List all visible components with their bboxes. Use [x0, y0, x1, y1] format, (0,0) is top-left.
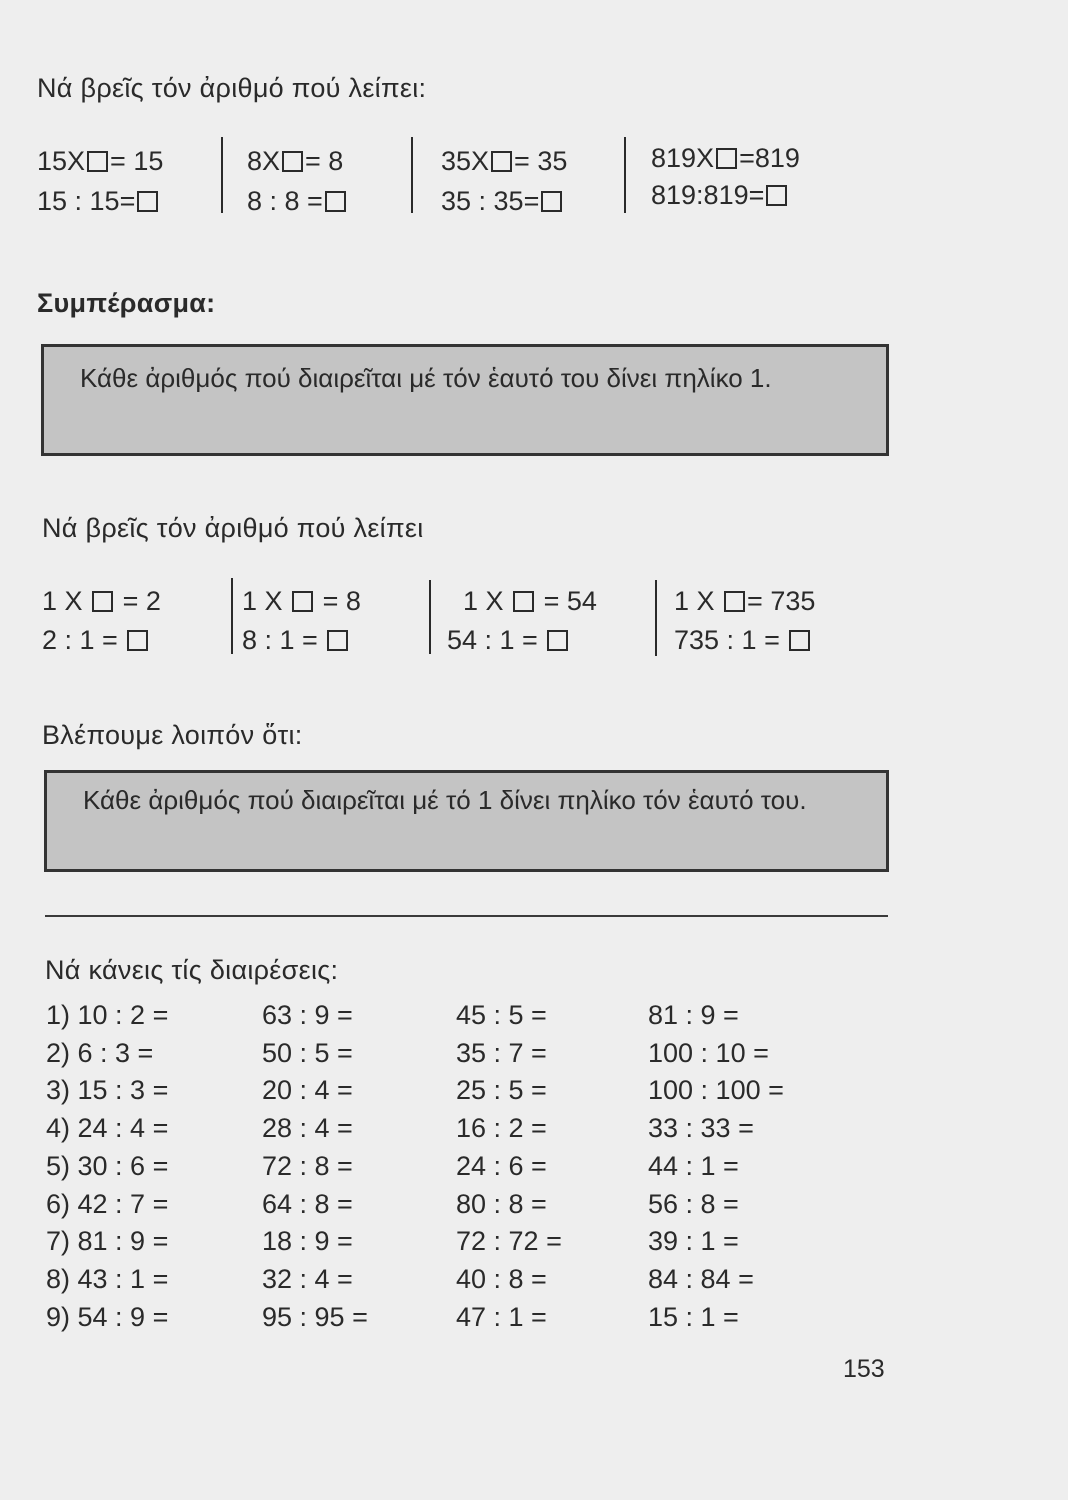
s1-g2-top-right: = 8	[305, 146, 344, 176]
s1-g2-bottom	[247, 186, 348, 217]
answer-box[interactable]	[137, 191, 158, 212]
conclusion-text-1: Κάθε ἀριθμός πού διαιρεῖται μέ τόν ἑαυτό του δίνει πηλίκο 1.	[80, 363, 772, 393]
s2-g3-top-left: 1 X	[463, 586, 504, 616]
answer-box[interactable]	[716, 148, 737, 169]
answer-box[interactable]	[513, 591, 534, 612]
division-problem: 47 : 1 =	[456, 1301, 547, 1332]
page-number: 153	[843, 1355, 885, 1383]
s2-g2-top-right: = 8	[322, 586, 361, 616]
s1-g3-bottom	[441, 186, 564, 217]
s2-g2-bottom-left: 8 : 1 =	[242, 625, 318, 655]
division-problem: 80 : 8 =	[456, 1188, 547, 1219]
s1-g2-top-left: 8X	[247, 146, 281, 176]
section1-title: Νά βρεῖς τόν ἀριθμό πού λείπει:	[37, 73, 427, 103]
answer-box[interactable]	[491, 151, 512, 172]
s2-g4-top	[674, 586, 815, 617]
division-problem: 16 : 2 =	[456, 1113, 547, 1144]
answer-box[interactable]	[292, 591, 313, 612]
division-problem: 32 : 4 =	[262, 1263, 353, 1294]
conclusion-box-2	[44, 770, 889, 872]
division-problem: 39 : 1 =	[648, 1226, 739, 1257]
division-problem: 44 : 1 =	[648, 1150, 739, 1181]
division-problem: 100 : 10 =	[648, 1037, 769, 1068]
s2-g4-top-right: = 735	[747, 586, 816, 616]
answer-box[interactable]	[325, 191, 346, 212]
answer-box[interactable]	[724, 591, 745, 612]
division-problem: 25 : 5 =	[456, 1075, 547, 1106]
divider	[411, 137, 413, 213]
answer-box[interactable]	[127, 630, 148, 651]
answer-box[interactable]	[327, 630, 348, 651]
s2-g1-bottom-left: 2 : 1 =	[42, 625, 118, 655]
divider	[221, 137, 223, 213]
division-problem: 56 : 8 =	[648, 1188, 739, 1219]
s1-g3-top-right: = 35	[514, 146, 568, 176]
division-problem: 7) 81 : 9 =	[46, 1226, 169, 1257]
s1-g1-top-left: 15X	[37, 146, 86, 176]
division-problem: 6) 42 : 7 =	[46, 1188, 169, 1219]
s2-g3-bottom	[447, 625, 570, 656]
s2-g2-top-left: 1 X	[242, 586, 283, 616]
divider	[655, 580, 657, 656]
division-problem: 8) 43 : 1 =	[46, 1263, 169, 1294]
conclusion-label: Συμπέρασμα:	[37, 288, 216, 318]
answer-box[interactable]	[92, 591, 113, 612]
division-problem: 63 : 9 =	[262, 1000, 353, 1030]
s1-g4-bottom	[651, 180, 789, 211]
s2-g3-bottom-left: 54 : 1 =	[447, 625, 538, 655]
division-problem: 24 : 6 =	[456, 1150, 547, 1181]
conclusion-box-1	[41, 344, 889, 456]
division-problem: 20 : 4 =	[262, 1075, 353, 1106]
division-problem: 95 : 95 =	[262, 1301, 368, 1332]
s2-g3-top-right: = 54	[543, 586, 597, 616]
division-problem: 33 : 33 =	[648, 1113, 754, 1144]
division-problem: 5) 30 : 6 =	[46, 1150, 169, 1181]
s1-g1-bottom	[37, 186, 160, 217]
s2-g4-bottom	[674, 625, 812, 656]
division-problem: 18 : 9 =	[262, 1226, 353, 1257]
divider	[624, 137, 626, 213]
s2-g1-top-left: 1 X	[42, 586, 83, 616]
section2-title: Νά βρεῖς τόν ἀριθμό πού λείπει	[42, 513, 424, 543]
s1-g2-bottom-left: 8 : 8 =	[247, 186, 323, 216]
division-problem: 3) 15 : 3 =	[46, 1075, 169, 1106]
answer-box[interactable]	[87, 151, 108, 172]
division-problem: 1) 10 : 2 =	[46, 1000, 169, 1030]
s2-g2-bottom	[242, 625, 350, 656]
answer-box[interactable]	[789, 630, 810, 651]
division-problem: 64 : 8 =	[262, 1188, 353, 1219]
division-problem: 81 : 9 =	[648, 1000, 739, 1030]
s2-g4-top-left: 1 X	[674, 586, 715, 616]
division-problem: 2) 6 : 3 =	[46, 1037, 154, 1068]
s1-g1-top	[37, 146, 163, 177]
division-problem: 15 : 1 =	[648, 1301, 739, 1332]
division-problem: 72 : 72 =	[456, 1226, 562, 1257]
division-problem: 72 : 8 =	[262, 1150, 353, 1181]
s2-g4-bottom-left: 735 : 1 =	[674, 625, 780, 655]
answer-box[interactable]	[766, 185, 787, 206]
division-problem: 40 : 8 =	[456, 1263, 547, 1294]
section3-title: Νά κάνεις τίς διαιρέσεις:	[45, 955, 339, 985]
s2-g1-top	[42, 586, 161, 617]
s2-g2-top	[242, 586, 361, 617]
conclusion-text-2: Κάθε ἀριθμός πού διαιρεῖται μέ τό 1 δίνει πηλίκο τόν ἑαυτό του.	[83, 785, 807, 815]
s1-g1-top-right: = 15	[110, 146, 164, 176]
divider	[429, 580, 431, 654]
s1-g2-top	[247, 146, 343, 177]
s1-g4-top	[651, 143, 800, 174]
division-problem: 35 : 7 =	[456, 1037, 547, 1068]
s1-g1-bottom-left: 15 : 15=	[37, 186, 136, 216]
s2-g3-top	[463, 586, 597, 617]
see-label: Βλέπουμε λοιπόν ὅτι:	[42, 720, 303, 750]
s2-g1-top-right: = 2	[122, 586, 161, 616]
division-problem: 50 : 5 =	[262, 1037, 353, 1068]
s1-g3-top-left: 35X	[441, 146, 490, 176]
s1-g4-top-left: 819X	[651, 143, 715, 173]
answer-box[interactable]	[547, 630, 568, 651]
s1-g3-bottom-left: 35 : 35=	[441, 186, 540, 216]
division-problem: 84 : 84 =	[648, 1263, 754, 1294]
division-problem: 100 : 100 =	[648, 1075, 784, 1106]
s1-g4-top-right: =819	[739, 143, 800, 173]
division-problem: 28 : 4 =	[262, 1113, 353, 1144]
answer-box[interactable]	[282, 151, 303, 172]
s2-g1-bottom	[42, 625, 150, 656]
s1-g3-top	[441, 146, 567, 177]
division-problem: 45 : 5 =	[456, 1000, 547, 1030]
section-divider	[45, 915, 888, 917]
division-problem: 9) 54 : 9 =	[46, 1301, 169, 1332]
divider	[231, 578, 233, 654]
s1-g4-bottom-left: 819:819=	[651, 180, 765, 210]
division-problem: 4) 24 : 4 =	[46, 1113, 169, 1144]
answer-box[interactable]	[541, 191, 562, 212]
